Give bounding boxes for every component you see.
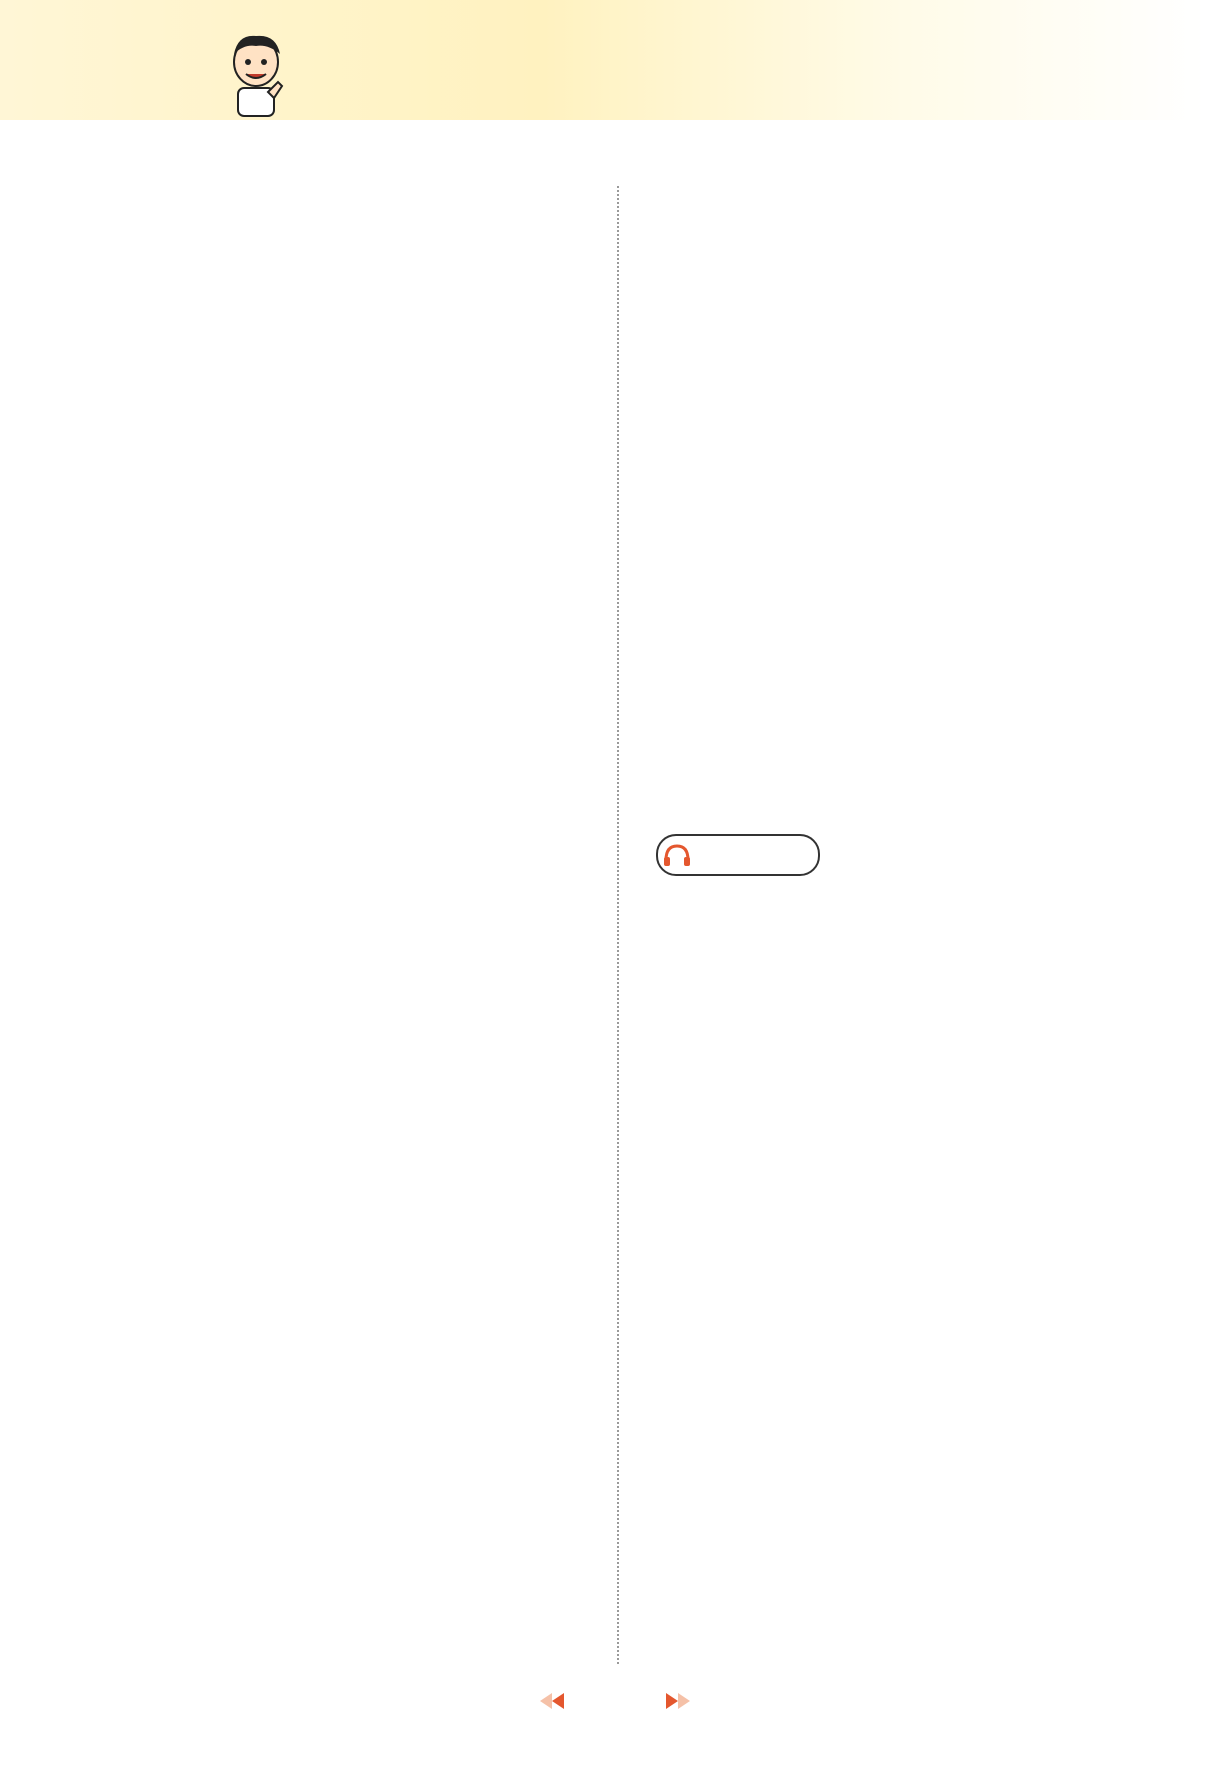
prev-arrows-icon xyxy=(540,1692,576,1710)
brand-logo xyxy=(86,32,286,122)
mascot-icon xyxy=(224,32,288,118)
watermark xyxy=(1020,1700,1180,1780)
listening-material-badge xyxy=(656,834,820,876)
page-footer xyxy=(530,1684,710,1718)
headphones-icon xyxy=(662,842,692,868)
column-divider xyxy=(617,186,619,1664)
next-arrows-icon xyxy=(654,1692,690,1710)
